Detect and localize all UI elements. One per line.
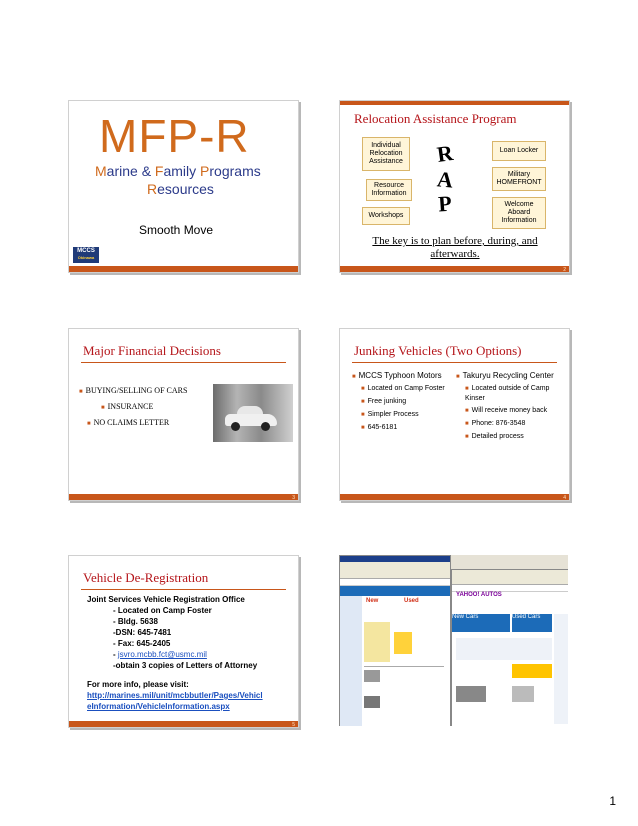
slide-number: 2 bbox=[563, 267, 566, 273]
rap-graphic bbox=[424, 139, 464, 217]
info-line: -obtain 3 copies of Letters of Attorney bbox=[113, 661, 258, 670]
browser-left bbox=[339, 555, 451, 726]
list-item: ■ NO CLAIMS LETTER bbox=[87, 418, 170, 427]
box-resource: Resource Information bbox=[366, 179, 412, 201]
slide-6 bbox=[339, 555, 568, 726]
list-item: ■ Located outside of Camp Kinser bbox=[465, 385, 550, 402]
slide-4 bbox=[339, 328, 570, 501]
slide-title: Vehicle De-Registration bbox=[83, 570, 209, 585]
list-item: ■ BUYING/SELLING OF CARS bbox=[79, 386, 188, 395]
box-workshops: Workshops bbox=[362, 207, 410, 225]
slide-title: Major Financial Decisions bbox=[83, 343, 221, 358]
option-typhoon-motors bbox=[352, 371, 450, 436]
info-url-link[interactable]: http://marines.mil/unit/mcbbutler/Pages/VehicleInformation/VehicleInformation.aspx bbox=[87, 691, 263, 711]
bottom-bar bbox=[69, 494, 298, 500]
info-line: - Located on Camp Foster bbox=[113, 606, 212, 615]
yahoo-logo: YAHOO! AUTOS bbox=[456, 592, 502, 598]
page-number: 1 bbox=[609, 794, 616, 808]
browser-right bbox=[451, 569, 568, 726]
email-link[interactable]: jsvro.mcbb.fct@usmc.mil bbox=[117, 650, 207, 659]
box-welcome-aboard: Welcome Aboard Information bbox=[492, 197, 546, 229]
option-heading: ■ Takuryu Recycling Center bbox=[456, 371, 554, 380]
slide-number: 3 bbox=[292, 495, 295, 501]
title-underline bbox=[81, 362, 286, 363]
subtitle-line1: Marine & Family Programs bbox=[95, 163, 261, 179]
office-name: Joint Services Vehicle Registration Office bbox=[87, 595, 245, 604]
rap-letter-a: A bbox=[436, 166, 455, 193]
title-underline bbox=[352, 362, 557, 363]
slide-number: 5 bbox=[292, 722, 295, 728]
bottom-bar bbox=[340, 266, 569, 272]
rap-letter-r: R bbox=[435, 140, 455, 167]
subtitle-line2: Resources bbox=[147, 181, 214, 197]
title-underline bbox=[81, 589, 286, 590]
new-header: New bbox=[366, 598, 402, 614]
option-takuryu-recycling bbox=[456, 371, 560, 445]
slide-5 bbox=[68, 555, 299, 728]
info-line: - Bldg. 5638 bbox=[113, 617, 158, 626]
list-item: ■ Simpler Process bbox=[361, 411, 419, 418]
key-statement: The key is to plan before, during, and afterwards. bbox=[372, 235, 538, 260]
slide-2 bbox=[339, 100, 570, 273]
website-screenshots bbox=[339, 555, 568, 726]
box-military-homefront: Military HOMEFRONT bbox=[492, 167, 546, 191]
bottom-bar bbox=[69, 721, 298, 727]
list-item: ■ Phone: 876-3548 bbox=[465, 420, 526, 427]
used-cars-banner: Used Cars bbox=[512, 614, 552, 632]
slide-1 bbox=[68, 100, 299, 273]
box-individual: Individual Relocation Assistance bbox=[362, 137, 410, 171]
slide-3 bbox=[68, 328, 299, 501]
info-line: - Fax: 645-2405 bbox=[113, 639, 171, 648]
list-item: ■ Located on Camp Foster bbox=[361, 385, 445, 392]
list-item: ■ 645-6181 bbox=[361, 424, 398, 431]
car-photo bbox=[213, 384, 293, 442]
list-item: ■ Detailed process bbox=[465, 433, 524, 440]
slide-title: Relocation Assistance Program bbox=[354, 111, 517, 126]
list-item: ■ Free junking bbox=[361, 398, 407, 405]
bottom-bar bbox=[340, 494, 569, 500]
bottom-bar bbox=[69, 266, 298, 272]
mfp-r-logo: MFP-R bbox=[99, 110, 250, 162]
used-header: Used bbox=[404, 598, 419, 604]
info-line: -DSN: 645-7481 bbox=[113, 628, 172, 637]
list-item: ■ INSURANCE bbox=[101, 402, 154, 411]
more-info: For more info, please visit: bbox=[87, 680, 189, 689]
top-bar bbox=[340, 101, 569, 105]
slide-title: Junking Vehicles (Two Options) bbox=[354, 343, 522, 358]
url-line bbox=[87, 690, 267, 712]
slide-number: 4 bbox=[563, 495, 566, 501]
list-item: ■ Will receive money back bbox=[465, 407, 548, 414]
registration-info bbox=[87, 594, 267, 712]
new-cars-banner: New Cars bbox=[452, 614, 510, 632]
rap-letter-p: P bbox=[437, 190, 453, 217]
box-loan-locker: Loan Locker bbox=[492, 141, 546, 161]
option-heading: ■ MCCS Typhoon Motors bbox=[352, 371, 442, 380]
mccs-logo: MCCS Okinawa bbox=[73, 247, 99, 263]
email-line: - jsvro.mcbb.fct@usmc.mil bbox=[113, 650, 207, 659]
bullet-list bbox=[79, 386, 187, 434]
tagline: Smooth Move bbox=[139, 223, 214, 237]
